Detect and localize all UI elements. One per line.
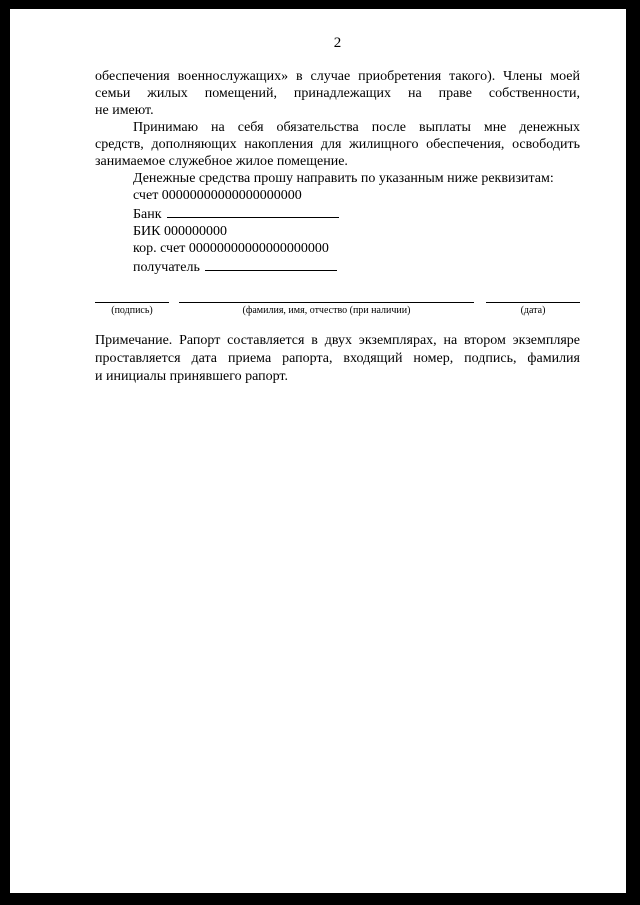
- bank-line: [133, 204, 580, 223]
- scan-border-left: [0, 0, 10, 905]
- signature-line: [95, 302, 169, 303]
- page-content: [10, 9, 626, 893]
- scan-border-bottom: [0, 893, 640, 905]
- paragraph-obligation: [95, 119, 580, 170]
- scan-border-top: [0, 0, 640, 9]
- account-line: счет 00000000000000000000: [133, 188, 302, 203]
- requisites-block: [95, 170, 580, 276]
- signature-block: [95, 302, 580, 316]
- signature-col-date: [486, 302, 580, 316]
- bank-label: Банк: [133, 207, 162, 222]
- paragraph-line: средств, дополняющих накопления для жилищного обеспечения, освободить: [95, 137, 580, 152]
- signature-sign-label: (подпись): [111, 305, 153, 316]
- paragraph-line: не имеют.: [95, 103, 154, 118]
- signature-line: [486, 302, 580, 303]
- recipient-label: получатель: [133, 260, 200, 275]
- paragraph-line: занимаемое служебное жилое помещение.: [95, 154, 348, 169]
- note-line: проставляется дата приема рапорта, входящий номер, подпись, фамилия: [95, 351, 580, 366]
- signature-name-label: (фамилия, имя, отчество (при наличии): [242, 305, 411, 316]
- page-number: 2: [333, 35, 342, 51]
- scan-border-right: [626, 0, 640, 905]
- corr-account-line: кор. счет 00000000000000000000: [133, 241, 329, 256]
- paragraph-line: обеспечения военнослужащих» в случае приобретения такого). Члены моей: [95, 69, 580, 84]
- note-line: Примечание. Рапорт составляется в двух экземплярах, на втором экземпляре: [95, 333, 580, 348]
- recipient-fill-line: [205, 257, 337, 271]
- note-line: и инициалы принявшего рапорт.: [95, 369, 288, 384]
- note-paragraph: [95, 332, 580, 386]
- paragraph-line: семьи жилых помещений, принадлежащих на праве собственности,: [95, 86, 580, 101]
- bank-fill-line: [167, 204, 339, 218]
- paragraph-housing: [95, 68, 580, 119]
- signature-date-label: (дата): [520, 305, 546, 316]
- signature-col-sign: [95, 302, 169, 316]
- recipient-line: [133, 257, 580, 276]
- bik-line: БИК 000000000: [133, 224, 227, 239]
- requisites-intro: Денежные средства прошу направить по указанным ниже реквизитам:: [133, 171, 554, 186]
- signature-col-name: [179, 302, 474, 316]
- signature-line: [179, 302, 474, 303]
- paragraph-line: Принимаю на себя обязательства после выплаты мне денежных: [133, 120, 580, 135]
